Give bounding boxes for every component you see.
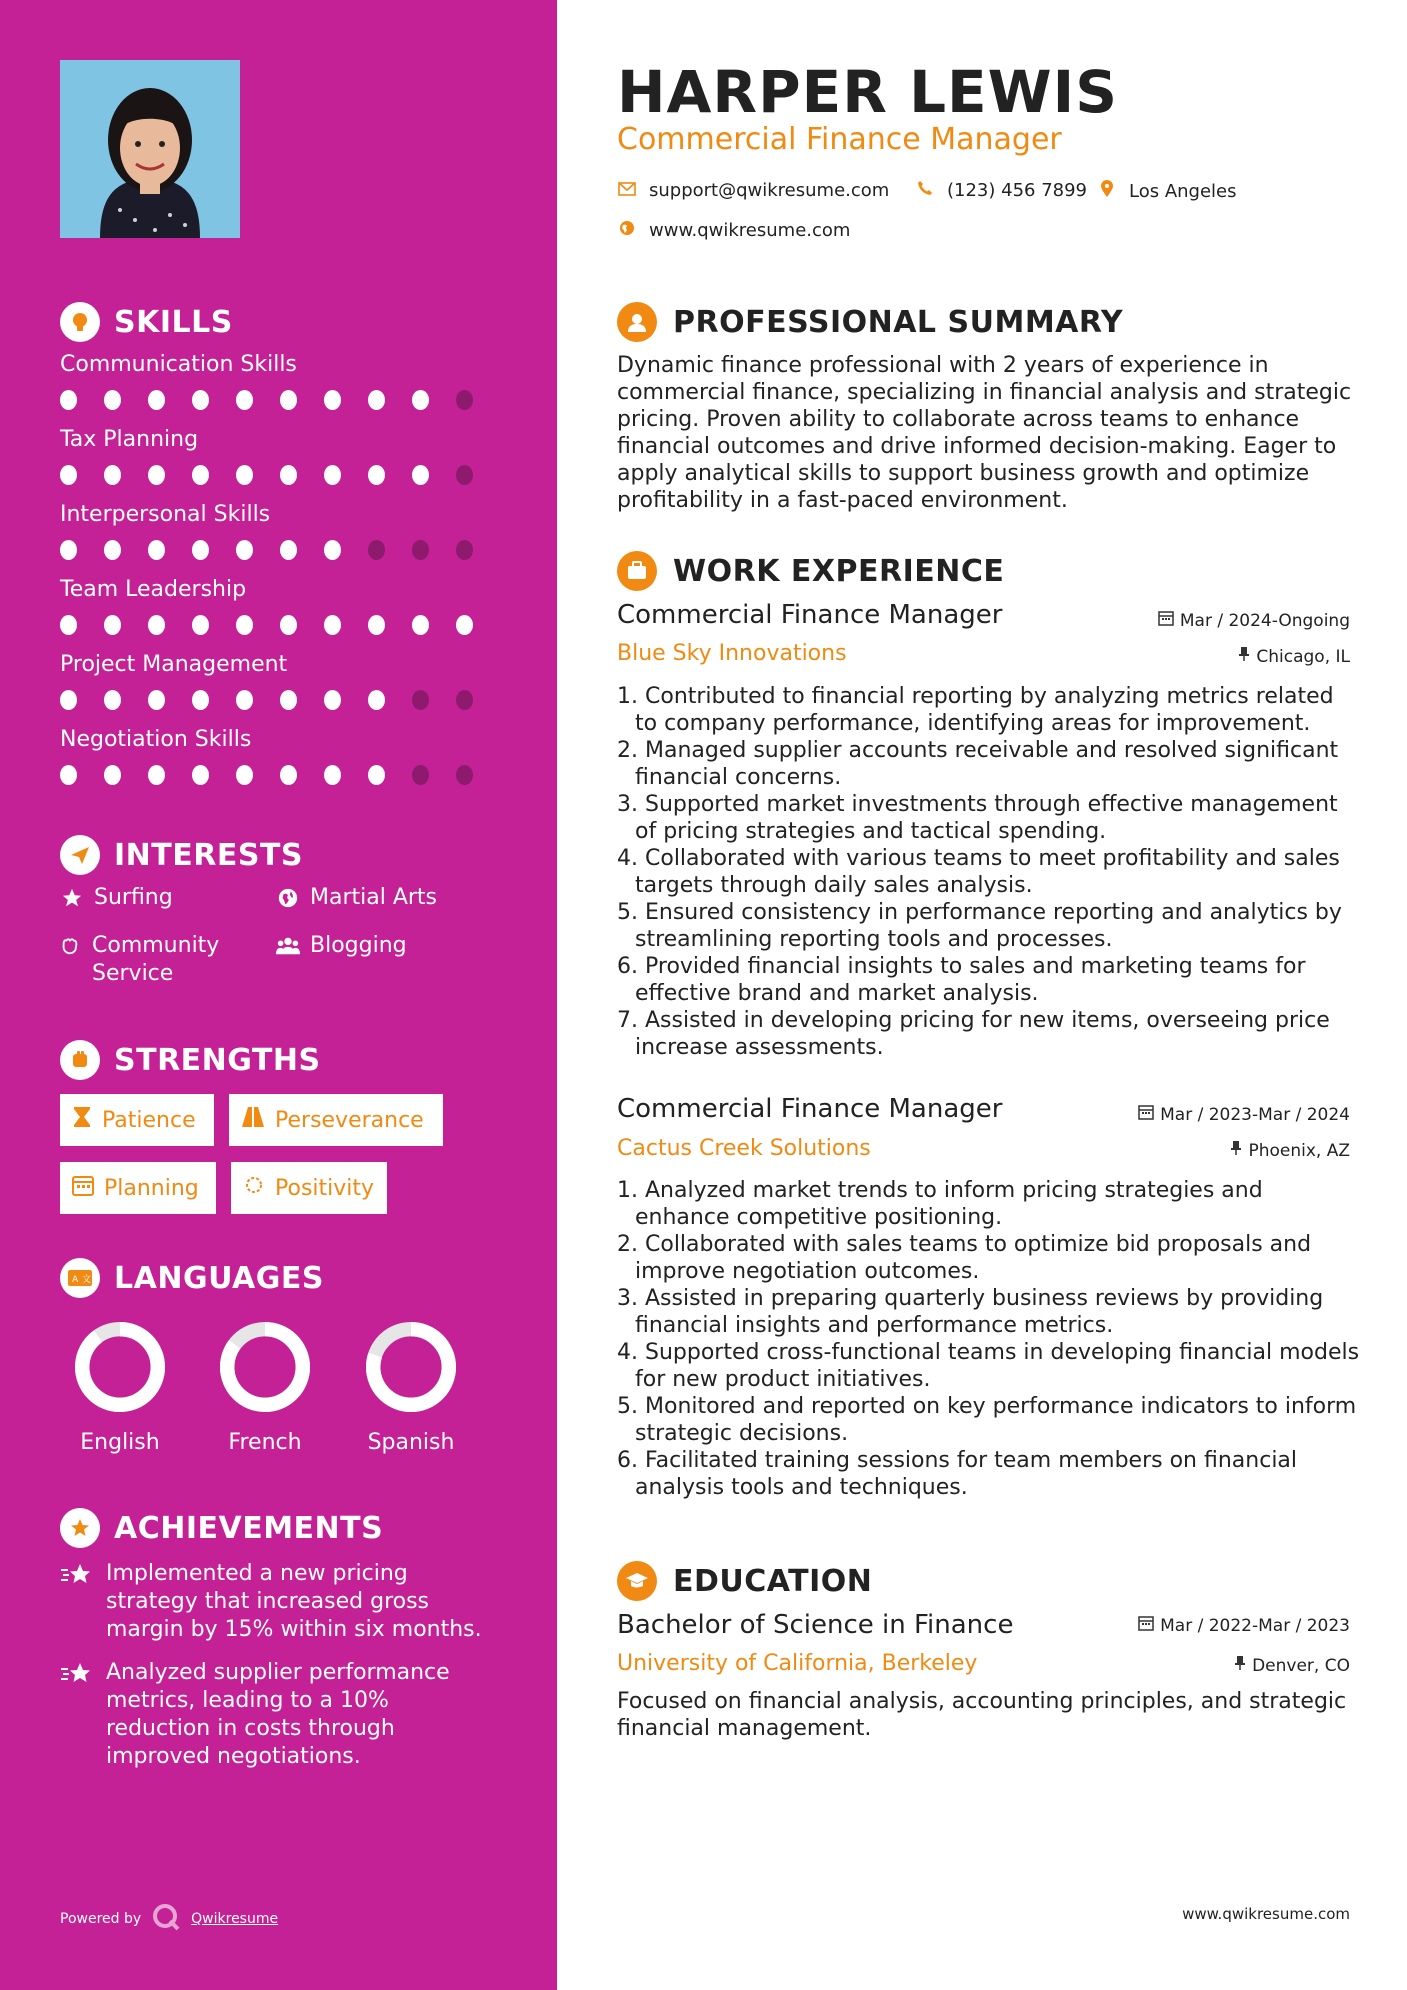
skill-dot xyxy=(324,390,341,410)
skill-dot xyxy=(456,615,473,635)
powered-by: Powered by Qwikresume xyxy=(60,1902,278,1936)
profile-photo xyxy=(60,60,240,238)
skill-rating xyxy=(60,465,500,485)
education-location: Denver, CO xyxy=(1234,1655,1350,1676)
skill-dot xyxy=(280,690,297,710)
job-bullet: Supported market investments through effective management of pricing strategies and tactical spending. xyxy=(635,792,1338,844)
skill-dot xyxy=(104,690,121,710)
skill-rating xyxy=(60,765,500,785)
skill-item xyxy=(60,727,500,785)
achievement-item: Analyzed supplier performance metrics, leading to a 10% reduction in costs through improved negotiations. xyxy=(60,1659,500,1771)
job-location: Chicago, IL xyxy=(1238,646,1350,667)
skill-item xyxy=(60,352,500,410)
sidebar xyxy=(0,0,557,1990)
skill-dot xyxy=(412,540,429,560)
candidate-name: HARPER LEWIS xyxy=(617,58,1118,126)
phone-icon xyxy=(915,180,935,201)
skill-item xyxy=(60,652,500,710)
skill-dot xyxy=(280,465,297,485)
svg-text:A: A xyxy=(72,1275,79,1285)
calendar-icon xyxy=(1158,610,1174,631)
skill-dot xyxy=(236,765,253,785)
interest-item: Surfing xyxy=(60,884,173,912)
skill-label: Tax Planning xyxy=(60,427,199,452)
languages-heading: A 文 LANGUAGES xyxy=(60,1258,324,1298)
strength-chip: Patience xyxy=(60,1094,214,1146)
skill-dot xyxy=(60,690,77,710)
language-label: Spanish xyxy=(367,1430,455,1455)
summary-heading: PROFESSIONAL SUMMARY xyxy=(617,302,1123,342)
skill-dot xyxy=(280,540,297,560)
job-location: Phoenix, AZ xyxy=(1230,1140,1350,1161)
job-title: Commercial Finance Manager xyxy=(617,600,1003,630)
job-bullets xyxy=(617,683,1362,1061)
skill-dot xyxy=(104,540,121,560)
skill-dot xyxy=(236,390,253,410)
job-bullet: Assisted in developing pricing for new items, overseeing price increase assessments. xyxy=(635,1008,1330,1060)
job-dates: Mar / 2023-Mar / 2024 xyxy=(1138,1104,1350,1125)
skill-dot xyxy=(324,615,341,635)
language-label: French xyxy=(228,1430,302,1455)
skill-dot xyxy=(60,615,77,635)
skill-dot xyxy=(324,690,341,710)
skill-label: Communication Skills xyxy=(60,352,297,377)
interest-item: Blogging xyxy=(276,932,407,960)
trophy-star-icon xyxy=(60,1508,100,1548)
school-name: University of California, Berkeley xyxy=(617,1651,978,1676)
language-item xyxy=(55,1322,185,1455)
skill-dot xyxy=(324,465,341,485)
skill-label: Project Management xyxy=(60,652,288,677)
skill-item xyxy=(60,577,500,635)
language-label: English xyxy=(80,1430,160,1455)
contact-email: support@qwikresume.com xyxy=(617,180,889,201)
skill-dot xyxy=(368,465,385,485)
skill-dot xyxy=(236,615,253,635)
skill-dot xyxy=(148,540,165,560)
qwikresume-logo-icon xyxy=(151,1902,181,1936)
contact-website: www.qwikresume.com xyxy=(617,220,850,241)
skill-dot xyxy=(60,765,77,785)
skill-rating xyxy=(60,540,500,560)
skill-dot xyxy=(104,465,121,485)
globe-icon xyxy=(276,884,300,912)
skill-dot xyxy=(104,615,121,635)
graduation-cap-icon xyxy=(617,1561,657,1601)
calendar-icon xyxy=(1138,1615,1154,1636)
skill-dot xyxy=(192,690,209,710)
footer-url[interactable]: www.qwikresume.com xyxy=(1182,1905,1350,1923)
pin-icon xyxy=(1234,1655,1246,1676)
job-bullet: Facilitated training sessions for team members on financial analysis tools and techniques. xyxy=(635,1448,1298,1500)
skill-label: Team Leadership xyxy=(60,577,247,602)
summary-text: Dynamic finance professional with 2 years of experience in commercial finance, specializing in financial analysis and strategic pricing. Proven ability to collaborate across teams to enhance financial outcomes and drive informed decision-making. Eager to apply analytical skills to support business growth and optimize profitability in a fast-paced environment. xyxy=(617,353,1352,513)
skill-dot xyxy=(192,540,209,560)
skill-dot xyxy=(368,690,385,710)
contact-phone: (123) 456 7899 xyxy=(915,180,1087,201)
skill-dot xyxy=(192,615,209,635)
education-text: Focused on financial analysis, accounting principles, and strategic financial management. xyxy=(617,1689,1347,1741)
language-ring xyxy=(366,1322,456,1412)
job-bullet: Provided financial insights to sales and marketing teams for effective brand and market analysis. xyxy=(635,954,1306,1006)
strength-chip: Perseverance xyxy=(229,1094,443,1146)
skill-dot xyxy=(412,765,429,785)
job-title: Commercial Finance Manager xyxy=(617,1094,1003,1124)
users-icon xyxy=(276,932,300,960)
job-company: Cactus Creek Solutions xyxy=(617,1136,871,1161)
skill-dot xyxy=(456,765,473,785)
skill-dot xyxy=(456,540,473,560)
strength-chip: Positivity xyxy=(231,1162,387,1214)
interest-item: Martial Arts xyxy=(276,884,437,912)
user-icon xyxy=(617,302,657,342)
skill-dot xyxy=(192,390,209,410)
calendar-icon xyxy=(1138,1104,1154,1125)
skill-dot xyxy=(236,465,253,485)
interest-item: Community Service xyxy=(58,932,258,988)
star-icon xyxy=(60,884,84,912)
education-heading: EDUCATION xyxy=(617,1561,872,1601)
job-bullet: Analyzed market trends to inform pricing strategies and enhance competitive positioning. xyxy=(635,1178,1263,1230)
interests-heading: INTERESTS xyxy=(60,835,303,875)
job-bullet: Managed supplier accounts receivable and resolved significant financial concerns. xyxy=(635,738,1339,790)
skill-item xyxy=(60,427,500,485)
skill-label: Interpersonal Skills xyxy=(60,502,271,527)
briefcase-icon xyxy=(617,551,657,591)
svg-text:文: 文 xyxy=(82,1275,92,1285)
degree-title: Bachelor of Science in Finance xyxy=(617,1610,1014,1640)
shooting-star-icon xyxy=(60,1560,94,1644)
skill-label: Negotiation Skills xyxy=(60,727,252,752)
pin-icon xyxy=(1238,646,1250,667)
language-item xyxy=(346,1322,476,1455)
skill-dot xyxy=(148,390,165,410)
main-content xyxy=(557,0,1407,1990)
skill-dot xyxy=(148,690,165,710)
map-pin-icon xyxy=(1097,180,1117,203)
skill-dot xyxy=(236,690,253,710)
skill-dot xyxy=(280,615,297,635)
job-dates: Mar / 2024-Ongoing xyxy=(1158,610,1350,631)
qwikresume-link[interactable]: Qwikresume xyxy=(191,1911,279,1927)
skill-dot xyxy=(192,465,209,485)
skill-dot xyxy=(368,390,385,410)
language-ring xyxy=(220,1322,310,1412)
language-icon xyxy=(60,1258,100,1298)
skill-dot xyxy=(280,390,297,410)
job-bullet: Contributed to financial reporting by analyzing metrics related to company performance, identifying areas for improvement. xyxy=(635,684,1334,736)
skill-dot xyxy=(280,765,297,785)
skill-rating xyxy=(60,615,500,635)
candidate-title: Commercial Finance Manager xyxy=(617,122,1062,157)
skill-dot xyxy=(104,765,121,785)
lightbulb-icon xyxy=(60,302,100,342)
hourglass-icon xyxy=(72,1106,92,1134)
pin-icon xyxy=(1230,1140,1242,1161)
education-dates: Mar / 2022-Mar / 2023 xyxy=(1138,1615,1350,1636)
skill-dot xyxy=(60,390,77,410)
skill-dot xyxy=(456,690,473,710)
calendar-icon xyxy=(72,1174,94,1202)
skill-dot xyxy=(104,390,121,410)
skill-item xyxy=(60,502,500,560)
skill-dot xyxy=(412,465,429,485)
road-icon xyxy=(241,1106,265,1134)
skill-dot xyxy=(148,465,165,485)
sun-icon xyxy=(243,1174,265,1202)
achievements-heading: ACHIEVEMENTS xyxy=(60,1508,383,1548)
strengths-heading: STRENGTHS xyxy=(60,1040,321,1080)
job-bullets xyxy=(617,1177,1362,1501)
job-bullet: Collaborated with various teams to meet profitability and sales targets through daily sales analysis. xyxy=(635,846,1340,898)
skill-dot xyxy=(236,540,253,560)
skill-dot xyxy=(456,390,473,410)
job-bullet: Assisted in preparing quarterly business reviews by providing financial insights and performance metrics. xyxy=(635,1286,1324,1338)
job-bullet: Supported cross-functional teams in developing financial models for new product initiatives. xyxy=(635,1340,1360,1392)
skill-dot xyxy=(148,765,165,785)
job-bullet: Collaborated with sales teams to optimize bid proposals and improve negotiation outcomes. xyxy=(635,1232,1312,1284)
skill-dot xyxy=(368,615,385,635)
skill-dot xyxy=(60,540,77,560)
paper-plane-icon xyxy=(60,835,100,875)
skill-dot xyxy=(412,615,429,635)
hand-icon xyxy=(58,932,82,960)
skill-dot xyxy=(456,465,473,485)
globe-icon xyxy=(617,220,637,241)
skill-dot xyxy=(324,540,341,560)
language-item xyxy=(200,1322,330,1455)
envelope-icon xyxy=(617,180,637,201)
skill-dot xyxy=(412,690,429,710)
job-bullet: Monitored and reported on key performance indicators to inform strategic decisions. xyxy=(635,1394,1357,1446)
skill-dot xyxy=(368,765,385,785)
skill-rating xyxy=(60,390,500,410)
skill-dot xyxy=(60,465,77,485)
skill-dot xyxy=(148,615,165,635)
skill-dot xyxy=(324,765,341,785)
contact-location: Los Angeles xyxy=(1097,180,1237,203)
skill-dot xyxy=(192,765,209,785)
language-ring xyxy=(75,1322,165,1412)
fist-icon xyxy=(60,1040,100,1080)
skill-dot xyxy=(368,540,385,560)
shooting-star-icon xyxy=(60,1659,94,1771)
skill-rating xyxy=(60,690,500,710)
job-bullet: Ensured consistency in performance reporting and analytics by streamlining reporting tools and processes. xyxy=(635,900,1342,952)
skill-dot xyxy=(412,390,429,410)
job-company: Blue Sky Innovations xyxy=(617,641,847,666)
strength-chip: Planning xyxy=(60,1162,216,1214)
achievement-item: Implemented a new pricing strategy that increased gross margin by 15% within six months. xyxy=(60,1560,500,1644)
skills-heading: SKILLS xyxy=(60,302,233,342)
experience-heading: WORK EXPERIENCE xyxy=(617,551,1004,591)
